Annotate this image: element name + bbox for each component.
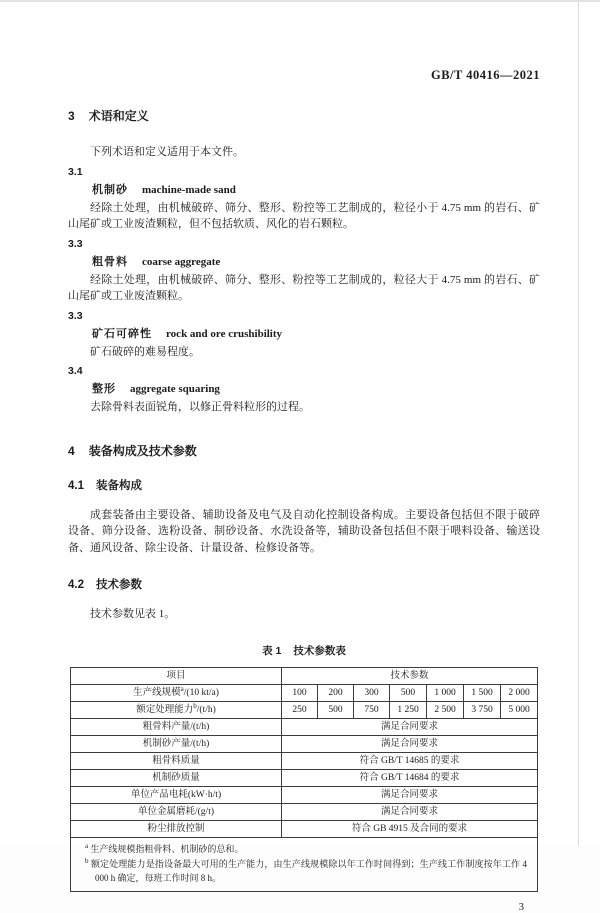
technical-parameters-table	[70, 667, 538, 893]
section-4-1-body: 成套装备由主要设备、辅助设备及电气及自动化控制设备构成。主要设备包括但不限于破碎设备、筛分设备、选粉设备、制砂设备、水洗设备等，辅助设备包括但不限于喂料设备、输送设备、通风设备、除尘设备、计量设备、检修设备等。	[68, 508, 540, 554]
term-4-definition: 去除骨料表面锐角，以修正骨料粒形的过程。	[90, 401, 310, 413]
table-row-capacity	[71, 701, 538, 718]
section-4-2-number: 4.2	[68, 579, 84, 591]
row-capacity-label-text: 额定处理能力	[136, 704, 194, 715]
page-number: 3	[518, 902, 524, 913]
row-scale-label-unit: /(10 kt/a)	[183, 687, 219, 698]
cell-value: 750	[354, 701, 390, 718]
cell-value: 200	[318, 684, 354, 701]
term-4-en: aggregate squaring	[130, 383, 220, 395]
section-4-number: 4	[68, 443, 75, 458]
row-capacity-label	[71, 701, 282, 718]
term-1-definition: 经除土处理，由机械破碎、筛分、整形、粉控等工艺制成的，粒径小于 4.75 mm 的岩石、矿山尾矿或工业废渣颗粒，但不包括软质、风化的岩石颗粒。	[68, 201, 540, 230]
term-1-head	[68, 181, 540, 197]
row-label: 机制砂质量	[71, 769, 282, 786]
row-label: 粗骨料产量/(t/h)	[71, 718, 282, 735]
row-scale-label-text: 生产线规模	[133, 687, 181, 698]
footnote-b	[85, 858, 527, 885]
term-2-definition: 经除土处理，由机械破碎、筛分、整形、粉控等工艺制成的，粒径大于 4.75 mm 的岩石、矿山尾矿或工业废渣颗粒。	[68, 273, 540, 302]
cell-value: 1 500	[464, 684, 501, 701]
footnote-a-text: 生产线规模指粗骨料、机制砂的总和。	[90, 843, 244, 854]
term-2-number: 3.3	[68, 237, 83, 250]
cell-value: 1 000	[427, 684, 464, 701]
term-3-definition: 矿石破碎的难易程度。	[90, 345, 200, 358]
table-caption	[68, 643, 540, 658]
term-4-zh: 整形	[92, 383, 116, 395]
table-footnotes-cell	[71, 837, 538, 892]
cell-value: 2 500	[427, 701, 464, 718]
footnote-a	[85, 843, 527, 857]
footnote-a-marker: a	[85, 841, 89, 850]
term-2-head	[68, 253, 540, 269]
cell-value: 5 000	[501, 701, 538, 718]
footnote-b-text: 额定处理能力是指设备最大可用的生产能力，由生产线规模除以年工作时间得到；生产线工作制度按年工作 4 000 h 确定，每班工作时间 8 h。	[90, 859, 528, 883]
term-4-head	[68, 380, 540, 396]
row-label: 粉尘排放控制	[71, 820, 282, 837]
term-entry-1	[68, 166, 540, 233]
row-capacity-footnote-marker: b	[193, 701, 197, 710]
cell-value: 100	[282, 684, 318, 701]
table-row	[71, 769, 538, 786]
standard-number: GB/T 40416—2021	[430, 68, 540, 82]
section-4-title: 装备构成及技术参数	[88, 443, 197, 458]
term-1-zh: 机制砂	[92, 183, 128, 196]
section-4-heading	[68, 442, 540, 459]
table-row	[71, 786, 538, 803]
table-header-row	[71, 667, 538, 684]
table-row	[71, 820, 538, 837]
section-3-intro: 下列术语和定义适用于本文件。	[90, 146, 244, 158]
term-3-en: rock and ore crushibility	[166, 327, 283, 340]
term-3-number: 3.3	[68, 309, 83, 322]
term-1-en: machine-made sand	[142, 183, 236, 196]
section-3-number: 3	[68, 109, 75, 123]
row-value: 符合 GB 4915 及合同的要求	[282, 820, 538, 837]
cell-value: 1 250	[390, 701, 427, 718]
row-label: 机制砂产量/(t/h)	[71, 735, 282, 752]
table-row	[71, 735, 538, 752]
term-4-number: 3.4	[68, 365, 83, 377]
row-label: 单位金属磨耗/(g/t)	[71, 803, 282, 820]
row-scale-footnote-marker: a	[180, 684, 184, 693]
row-value: 满足合同要求	[282, 718, 538, 735]
table-header-params: 技术参数	[282, 667, 538, 684]
table-row	[71, 718, 538, 735]
row-value: 满足合同要求	[282, 803, 538, 820]
section-4-2-body: 技术参数见表 1。	[90, 608, 176, 620]
row-capacity-label-unit: /(t/h)	[196, 704, 216, 715]
term-2-zh: 粗骨料	[92, 255, 128, 268]
term-3-head	[68, 325, 540, 341]
section-3-heading	[68, 107, 540, 124]
footnote-b-marker: b	[85, 857, 89, 865]
table-header-item: 项目	[71, 667, 282, 684]
row-label: 单位产品电耗(kW·h/t)	[71, 786, 282, 803]
term-entry-3	[68, 310, 540, 361]
row-scale-label	[71, 684, 282, 701]
table-row-scale	[71, 684, 538, 701]
section-4-1-number: 4.1	[68, 479, 84, 492]
table-caption-number: 表 1	[262, 644, 282, 657]
term-2-en: coarse aggregate	[142, 255, 221, 268]
table-footnotes-row	[71, 837, 538, 892]
cell-value: 500	[390, 684, 427, 701]
term-entry-2	[68, 238, 540, 305]
section-3-title: 术语和定义	[88, 109, 149, 123]
row-value: 符合 GB/T 14684 的要求	[282, 769, 538, 786]
table-caption-title: 技术参数表	[293, 644, 346, 657]
row-label: 粗骨料质量	[71, 752, 282, 769]
section-4-2-title: 技术参数	[96, 579, 142, 591]
cell-value: 3 750	[464, 701, 501, 718]
row-value: 满足合同要求	[282, 735, 538, 752]
cell-value: 300	[354, 684, 390, 701]
row-value: 满足合同要求	[282, 786, 538, 803]
cell-value: 500	[318, 701, 354, 718]
scan-edge	[578, 2, 579, 846]
table-row	[71, 752, 538, 769]
table-row	[71, 803, 538, 820]
term-entry-4	[68, 365, 540, 416]
cell-value: 2 000	[501, 684, 538, 701]
term-3-zh: 矿石可碎性	[92, 327, 152, 340]
term-1-number: 3.1	[68, 165, 83, 178]
cell-value: 250	[282, 701, 318, 718]
row-value: 符合 GB/T 14685 的要求	[282, 752, 538, 769]
section-4-1-heading	[68, 477, 540, 493]
section-4-2-heading	[68, 576, 540, 592]
section-4-1-title: 装备构成	[96, 479, 142, 492]
